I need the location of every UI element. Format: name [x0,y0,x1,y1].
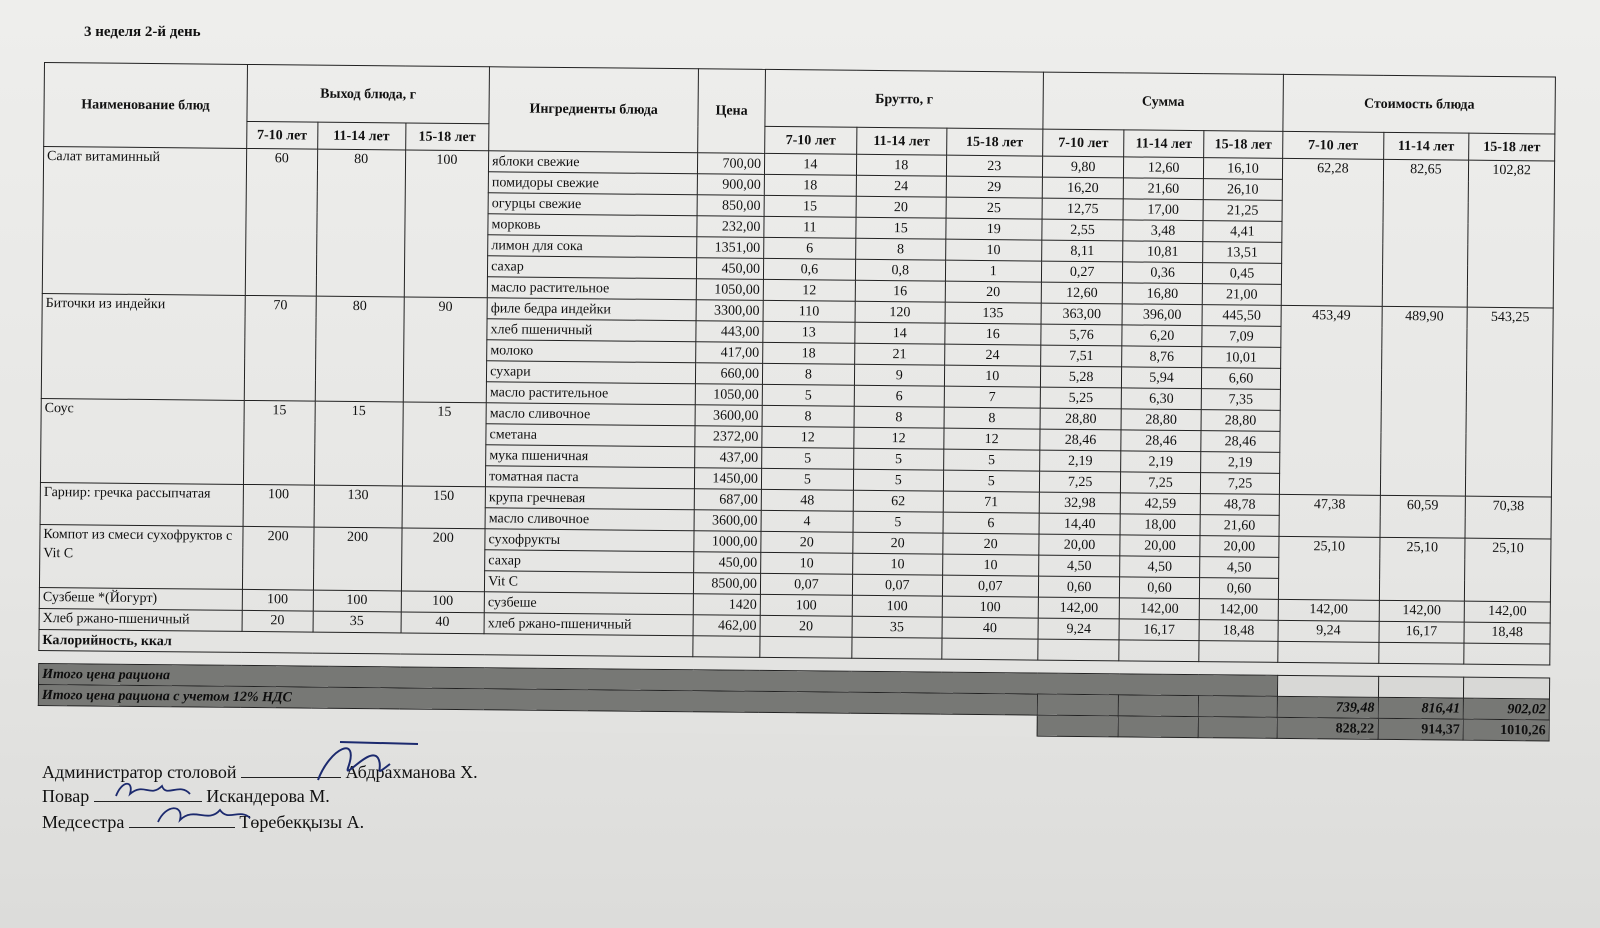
sum-value: 9,24 [1038,618,1120,640]
sum-value: 2,55 [1042,219,1124,241]
dish-cost: 47,38 [1279,494,1380,537]
sum-value: 20,00 [1039,534,1121,556]
brutto-value: 18 [764,174,856,196]
brutto-value: 13 [763,321,855,343]
sum-value: 9,80 [1042,156,1124,178]
dish-cost: 25,10 [1279,536,1380,600]
calories-label: Калорийность, ккал [39,629,693,656]
sum-value: 5,76 [1041,324,1123,346]
dish-yield: 80 [316,149,405,297]
header-sum: Сумма [1043,72,1284,131]
dish-yield: 200 [313,527,401,591]
sum-value: 142,00 [1038,597,1120,619]
sum-value: 21,60 [1124,178,1204,200]
brutto-value: 7 [944,386,1040,408]
dish-yield: 35 [313,611,401,633]
ingredient-price: 462,00 [693,615,760,637]
dish-yield: 200 [242,526,314,590]
sum-value: 28,46 [1201,431,1281,453]
sum-value: 12,60 [1041,282,1123,304]
ingredient-price: 3300,00 [696,300,763,322]
brutto-value: 20 [943,533,1039,555]
dish-name: Гарнир: гречка рассыпчатая [40,482,243,526]
brutto-value: 9 [854,364,944,386]
brutto-value: 5 [762,447,854,469]
header-cost: Стоимость блюда [1283,74,1555,134]
brutto-value: 10 [944,365,1040,387]
brutto-value: 4 [761,510,853,532]
brutto-value: 29 [946,176,1042,198]
sum-value: 14,40 [1039,513,1121,535]
brutto-value: 5 [762,384,854,406]
nurse-role: Медсестра [42,812,125,832]
dish-yield: 80 [315,296,404,402]
total-label: Итого цена рациона [39,663,1278,696]
sum-value: 0,27 [1041,261,1123,283]
brutto-value: 12 [944,428,1040,450]
dish-cost: 489,90 [1380,306,1467,496]
nurse-signature-scribble [150,800,260,830]
header-age: 7-10 лет [1043,129,1125,157]
header-ingredients: Ингредиенты блюда [489,67,699,153]
brutto-value: 110 [763,300,855,322]
sum-value: 0,45 [1202,263,1282,285]
dish-yield: 100 [401,591,485,613]
header-yield: Выход блюда, г [247,64,490,123]
dish-yield: 150 [402,486,486,529]
header-brutto: Брутто, г [765,69,1043,129]
brutto-value: 62 [853,490,943,512]
brutto-value: 40 [942,617,1038,639]
brutto-value: 6 [854,385,944,407]
sum-value: 6,60 [1201,368,1281,390]
ingredient-name: сухофрукты [485,529,694,552]
sum-value: 4,50 [1038,555,1120,577]
ingredient-price: 232,00 [697,216,764,238]
sum-value: 2,19 [1121,451,1201,473]
brutto-value: 16 [855,280,945,302]
sum-value: 6,30 [1122,388,1202,410]
total-value: 739,48 [1277,696,1377,718]
sum-value: 32,98 [1039,492,1121,514]
brutto-value: 100 [760,594,852,616]
sum-value: 0,60 [1199,578,1279,600]
ingredient-name: сметана [486,424,695,447]
brutto-value: 15 [856,217,946,239]
brutto-value: 12 [854,427,944,449]
ingredient-price: 417,00 [696,342,763,364]
sum-value: 142,00 [1199,599,1279,621]
ingredient-price: 450,00 [694,552,761,574]
page-title: 3 неделя 2-й день [84,24,201,40]
ingredient-name: томатная паста [486,466,695,489]
ingredient-name: молоко [487,340,696,363]
sum-value: 28,80 [1201,410,1281,432]
sum-value: 7,25 [1200,473,1280,495]
ingredient-price: 2372,00 [695,426,762,448]
admin-name: Абдрахманова Х. [345,762,478,782]
sum-value: 12,75 [1042,198,1124,220]
sum-value: 21,25 [1203,200,1283,222]
dish-cost: 25,10 [1379,537,1465,601]
brutto-value: 11 [764,216,856,238]
dish-cost: 60,59 [1379,495,1465,538]
dish-cost: 62,28 [1281,158,1383,306]
ingredient-name: Vit C [485,571,694,594]
total-value: 816,41 [1378,697,1464,719]
ingredient-price: 1050,00 [695,384,762,406]
sum-value: 7,09 [1202,326,1282,348]
sum-value: 7,35 [1201,389,1281,411]
brutto-value: 5 [761,468,853,490]
header-age: 11-14 лет [317,122,405,150]
sum-value: 0,60 [1038,576,1120,598]
ingredient-price: 1351,00 [697,237,764,259]
total-vat-label: Итого цена рациона с учетом 12% НДС [38,684,1037,715]
dish-yield: 200 [401,528,485,592]
sum-value: 17,00 [1123,199,1203,221]
menu-table-body [39,147,1555,644]
brutto-value: 5 [853,469,943,491]
nurse-name: Төребекқызы А. [239,812,365,832]
brutto-value: 8 [854,406,944,428]
brutto-value: 8 [856,238,946,260]
dish-yield: 70 [244,295,316,401]
sum-value: 18,48 [1199,620,1279,642]
dish-yield: 20 [242,610,313,632]
ingredient-name: филе бедра индейки [487,298,696,321]
sum-value: 28,46 [1040,429,1122,451]
admin-signature-scribble [300,728,430,788]
dish-cost: 82,65 [1382,159,1469,307]
ingredient-name: огурцы свежие [488,193,697,216]
total-vat-value: 1010,26 [1463,719,1549,741]
brutto-value: 5 [854,448,944,470]
sum-value: 363,00 [1041,303,1123,325]
brutto-value: 8 [762,363,854,385]
brutto-value: 14 [764,153,856,175]
brutto-value: 14 [855,322,945,344]
brutto-value: 0,07 [760,573,852,595]
sum-value: 16,17 [1119,619,1199,641]
sum-value: 16,80 [1123,283,1203,305]
ingredient-price: 1000,00 [694,531,761,553]
ingredient-name: сахар [488,256,697,279]
dish-name: Компот из смеси сухофруктов с Vit C [39,524,242,589]
dish-yield: 100 [404,150,489,298]
brutto-value: 0,07 [942,575,1038,597]
brutto-value: 71 [943,491,1039,513]
brutto-value: 6 [764,237,856,259]
brutto-value: 10 [942,554,1038,576]
total-value: 902,02 [1463,698,1549,720]
sum-value: 142,00 [1120,598,1200,620]
admin-role: Администратор столовой [42,762,237,782]
sum-value: 42,59 [1121,493,1201,515]
sum-value: 20,00 [1120,535,1200,557]
brutto-value: 5 [853,511,943,533]
ingredient-price: 437,00 [695,447,762,469]
sum-value: 2,19 [1200,452,1280,474]
dish-yield: 60 [245,148,317,296]
ingredient-name: морковь [488,214,697,237]
sum-value: 28,80 [1040,408,1122,430]
brutto-value: 1 [945,260,1041,282]
brutto-value: 25 [946,197,1042,219]
ingredient-name: масло растительное [486,382,695,405]
ingredient-name: масло сливочное [486,403,695,426]
menu-table [38,62,1556,741]
dish-yield: 15 [314,401,403,486]
ingredient-price: 1450,00 [695,468,762,490]
dish-yield: 40 [401,612,485,634]
sum-value: 28,46 [1121,430,1201,452]
dish-cost: 70,38 [1465,496,1551,539]
sum-value: 8,11 [1042,240,1124,262]
dish-cost: 25,10 [1465,538,1551,602]
sum-value: 396,00 [1122,304,1202,326]
brutto-value: 10 [945,239,1041,261]
ingredient-price: 3600,00 [695,405,762,427]
brutto-value: 23 [946,155,1042,177]
sum-value: 4,50 [1199,557,1279,579]
header-price: Цена [698,69,766,154]
sum-value: 16,10 [1203,158,1283,180]
ingredient-price: 8500,00 [694,573,761,595]
sum-value: 16,20 [1042,177,1124,199]
ingredient-name: яблоки свежие [489,151,698,174]
sum-value: 21,00 [1202,284,1282,306]
sum-value: 0,36 [1123,262,1203,284]
ingredient-price: 1050,00 [696,279,763,301]
brutto-value: 8 [762,405,854,427]
ingredient-price: 700,00 [698,153,765,175]
header-age: 11-14 лет [1124,130,1204,158]
header-age: 7-10 лет [1283,131,1384,159]
ingredient-name: крупа гречневая [485,487,694,510]
sum-value: 3,48 [1123,220,1203,242]
dish-name: Хлеб ржано-пшеничный [39,608,242,631]
sum-value: 7,25 [1121,472,1201,494]
dish-yield: 100 [313,590,401,612]
brutto-value: 120 [855,301,945,323]
dish-cost: 102,82 [1467,160,1554,308]
brutto-value: 0,8 [855,259,945,281]
dish-name: Биточки из индейки [41,293,245,400]
total-vat-value: 828,22 [1277,717,1377,739]
header-age: 7-10 лет [765,126,857,154]
sum-value: 5,25 [1040,387,1122,409]
brutto-value: 5 [943,449,1039,471]
ingredient-price: 3600,00 [694,510,761,532]
total-vat-value: 914,37 [1378,718,1464,740]
dish-yield: 15 [402,402,486,487]
header-age: 11-14 лет [1383,132,1469,160]
ingredient-name: сухари [487,361,696,384]
brutto-value: 20 [853,532,943,554]
sum-value: 5,94 [1122,367,1202,389]
dish-yield: 90 [403,297,488,403]
brutto-value: 20 [945,281,1041,303]
ingredient-price: 443,00 [696,321,763,343]
sum-value: 5,28 [1040,366,1122,388]
dish-cost: 9,24 [1278,620,1378,642]
menu-table-wrapper [38,62,1556,741]
sum-value: 13,51 [1202,242,1282,264]
dish-yield: 130 [314,485,402,528]
brutto-value: 5 [943,470,1039,492]
dish-name: Соус [40,398,244,484]
header-dish-name: Наименование блюд [44,63,248,149]
ingredient-price: 850,00 [697,195,764,217]
brutto-value: 21 [855,343,945,365]
sum-value: 4,41 [1203,221,1283,243]
header-age: 15-18 лет [946,128,1042,156]
dish-cost: 453,49 [1280,305,1382,495]
brutto-value: 8 [944,407,1040,429]
brutto-value: 35 [852,616,942,638]
brutto-value: 20 [856,196,946,218]
ingredient-name: хлеб пшеничный [487,319,696,342]
ingredient-price: 450,00 [697,258,764,280]
sum-value: 7,25 [1039,471,1121,493]
brutto-value: 15 [764,195,856,217]
brutto-value: 16 [945,323,1041,345]
brutto-value: 10 [761,552,853,574]
brutto-value: 48 [761,489,853,511]
sum-value: 48,78 [1200,494,1280,516]
brutto-value: 0,07 [852,574,942,596]
brutto-value: 100 [942,596,1038,618]
ingredient-name: лимон для сока [488,235,697,258]
ingredient-name: масло растительное [487,277,696,300]
brutto-value: 12 [762,426,854,448]
brutto-value: 12 [763,279,855,301]
sum-value: 8,76 [1122,346,1202,368]
brutto-value: 0,6 [763,258,855,280]
sum-value: 4,50 [1120,556,1200,578]
dish-name: Салат витаминный [42,147,246,296]
sum-value: 0,60 [1120,577,1200,599]
brutto-value: 24 [856,175,946,197]
cook-name: Искандерова М. [206,786,330,806]
dish-cost: 142,00 [1278,599,1378,621]
dish-name: Сузбеше *(Йогурт) [39,587,242,610]
ingredient-name: мука пшеничная [486,445,695,468]
brutto-value: 20 [761,531,853,553]
ingredient-name: сузбеше [484,592,693,615]
sum-value: 2,19 [1039,450,1121,472]
header-age: 15-18 лет [1203,131,1283,159]
dish-yield: 100 [242,589,313,611]
brutto-value: 135 [945,302,1041,324]
ingredient-name: масло сливочное [485,508,694,531]
sum-value: 6,20 [1122,325,1202,347]
sum-value: 20,00 [1200,536,1280,558]
ingredient-name: помидоры свежие [488,172,697,195]
dish-yield: 15 [243,400,315,485]
dish-cost: 142,00 [1464,601,1550,623]
header-age: 15-18 лет [405,123,489,151]
sum-value: 12,60 [1124,157,1204,179]
sum-value: 445,50 [1202,305,1282,327]
brutto-value: 24 [944,344,1040,366]
brutto-value: 19 [946,218,1042,240]
dish-cost: 543,25 [1466,307,1554,497]
sum-value: 28,80 [1121,409,1201,431]
brutto-value: 100 [852,595,942,617]
ingredient-name: сахар [485,550,694,573]
ingredient-name: хлеб ржано-пшеничный [484,613,693,636]
sum-value: 10,01 [1201,347,1281,369]
ingredient-price: 1420 [693,594,760,616]
sum-value: 7,51 [1041,345,1123,367]
brutto-value: 6 [943,512,1039,534]
sum-value: 21,60 [1200,515,1280,537]
dish-cost: 18,48 [1464,622,1550,644]
cook-role: Повар [42,786,90,806]
header-age: 15-18 лет [1469,133,1555,161]
dish-cost: 142,00 [1379,600,1465,622]
sum-value: 26,10 [1203,179,1283,201]
ingredient-price: 660,00 [696,363,763,385]
sum-value: 18,00 [1120,514,1200,536]
header-age: 7-10 лет [246,121,317,149]
dish-cost: 16,17 [1378,621,1464,643]
ingredient-price: 687,00 [694,489,761,511]
header-age: 11-14 лет [857,127,947,155]
brutto-value: 18 [763,342,855,364]
brutto-value: 20 [760,615,852,637]
ingredient-price: 900,00 [697,174,764,196]
dish-yield: 100 [243,484,314,527]
brutto-value: 10 [852,553,942,575]
sum-value: 10,81 [1123,241,1203,263]
brutto-value: 18 [856,154,946,176]
